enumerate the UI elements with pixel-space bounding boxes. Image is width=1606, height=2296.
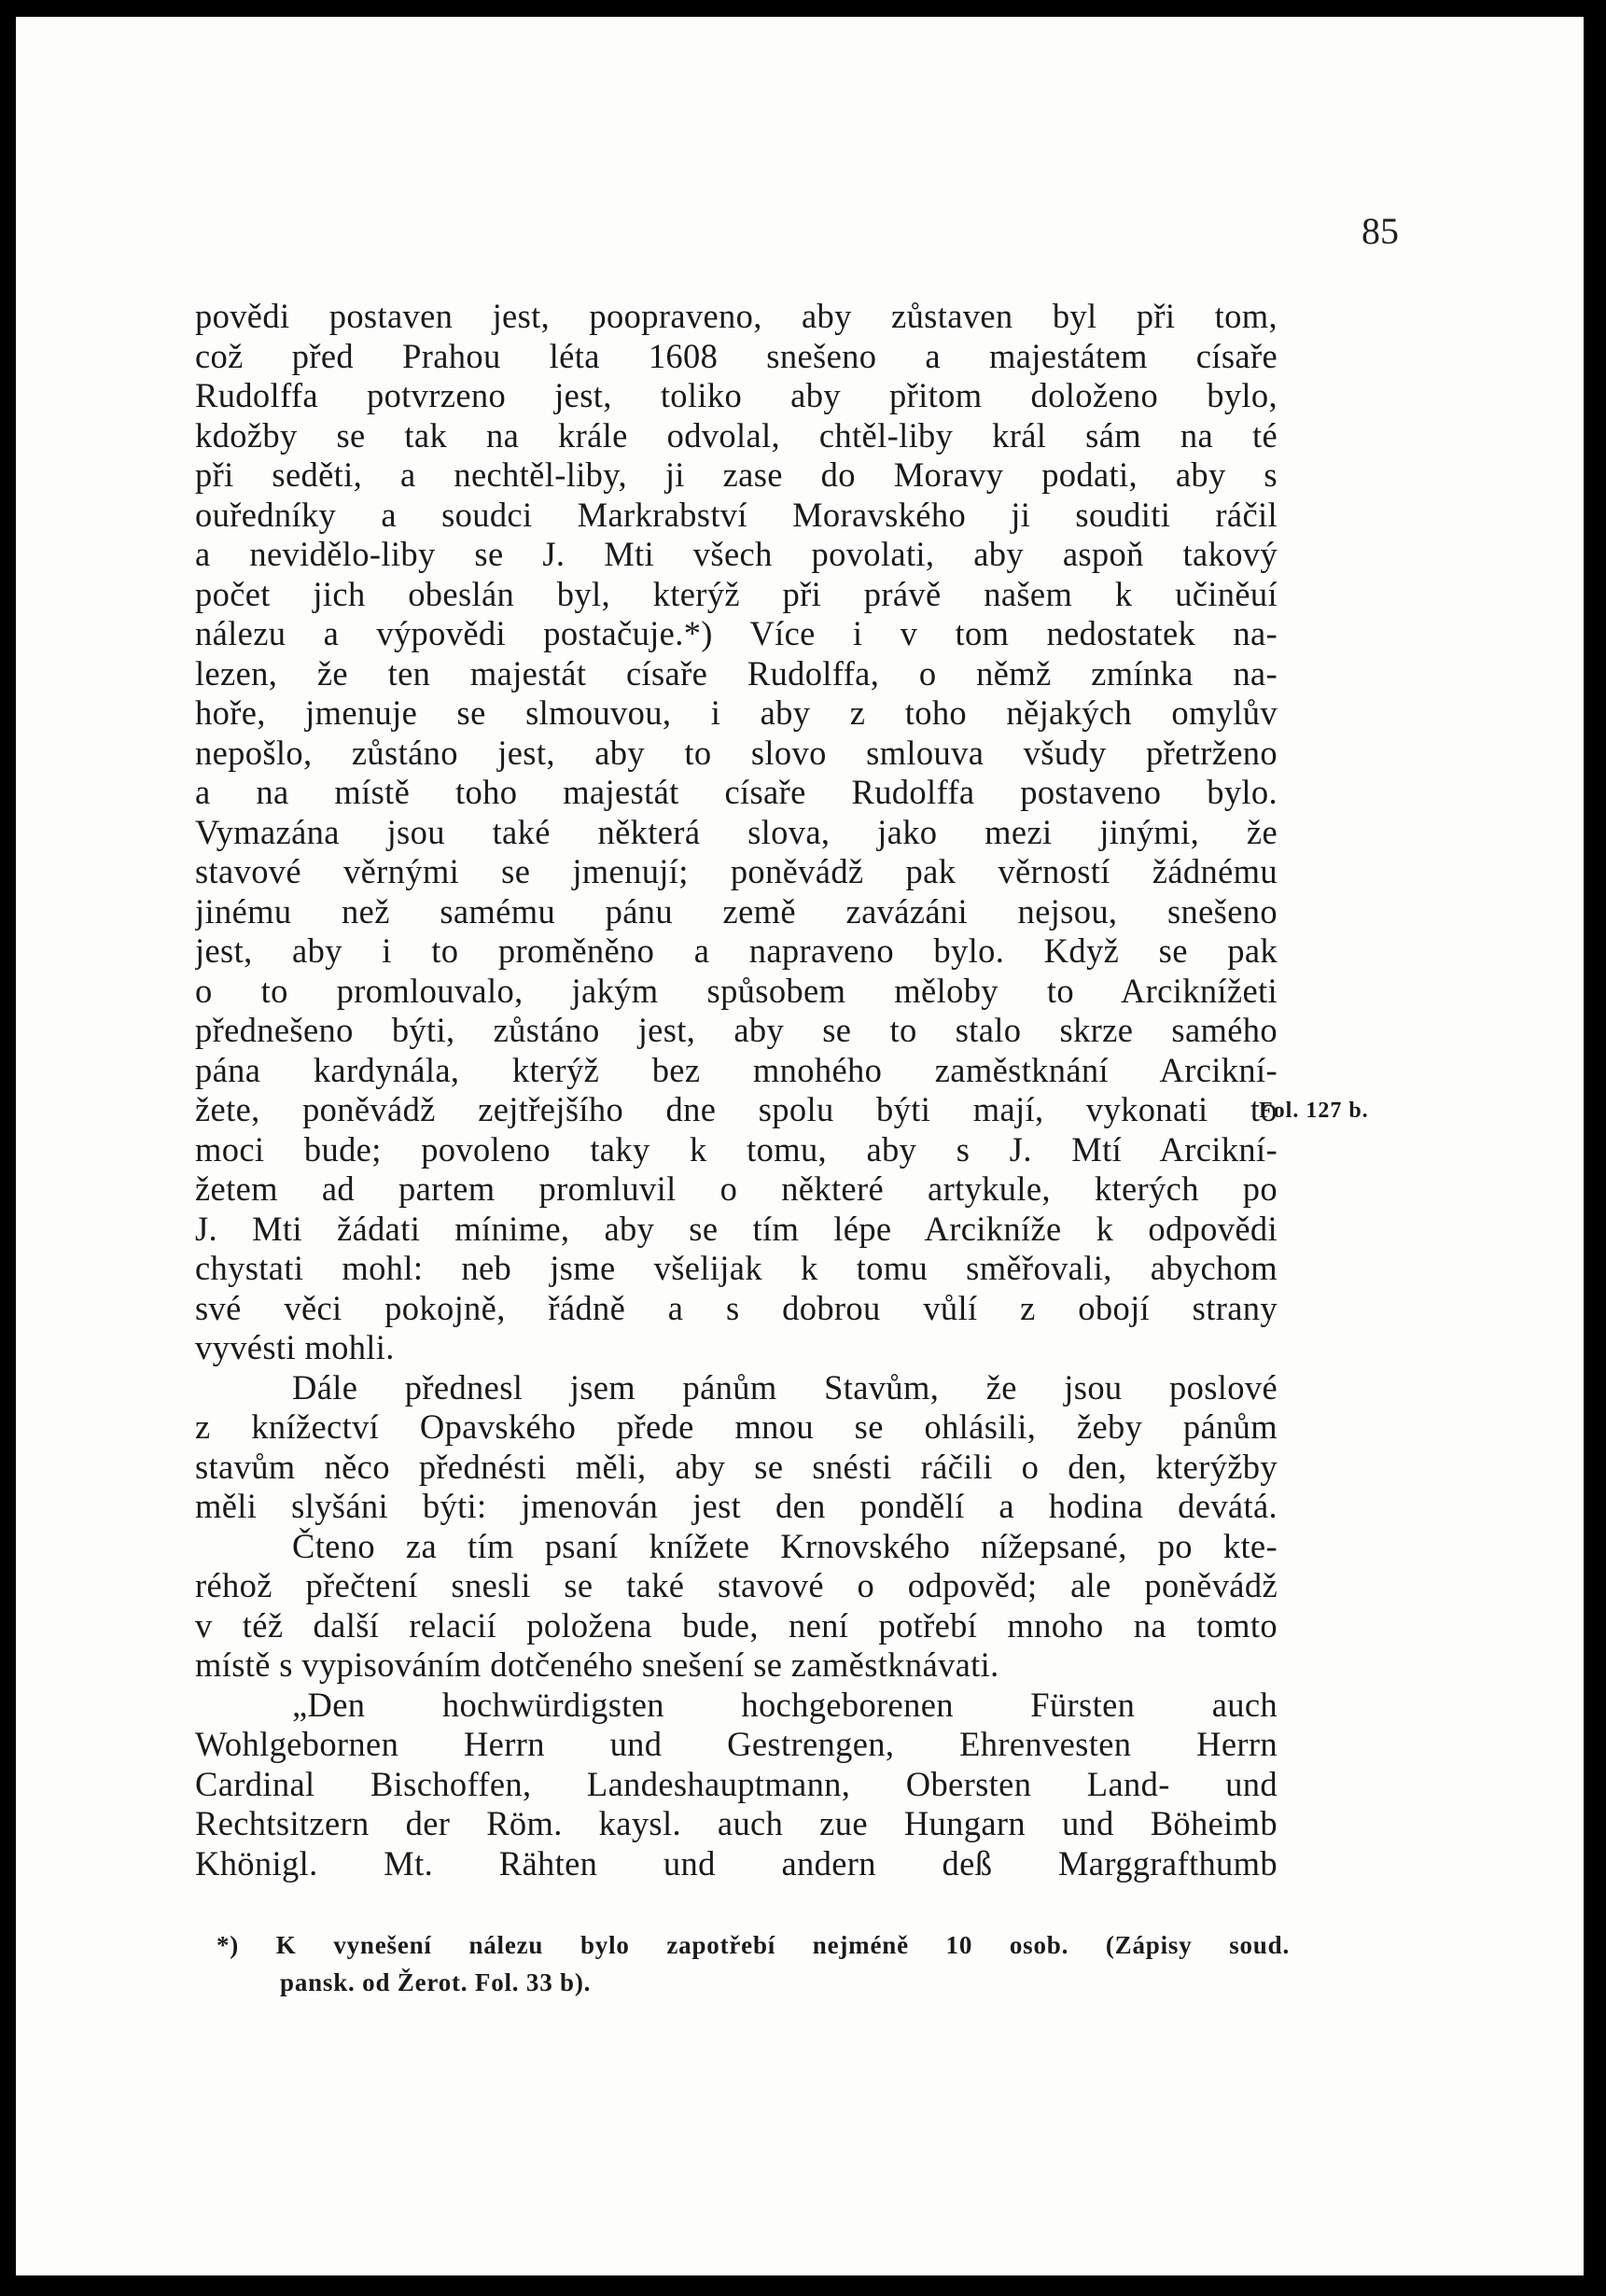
- text-line: žetem ad partem promluvil o některé artykule, kterých po: [195, 1169, 1278, 1208]
- text-line: jest, aby i to proměněno a napraveno bylo. Když se pak: [195, 931, 1278, 970]
- text-line: při seděti, a nechtěl-liby, ji zase do Moravy podati, aby s: [195, 455, 1278, 494]
- footnote-line: pansk. od Žerot. Fol. 33 b).: [280, 1968, 592, 1996]
- text-line: přednešeno býti, zůstáno jest, aby se to stalo skrze samého: [195, 1011, 1278, 1049]
- page-number: 85: [1362, 210, 1399, 252]
- text-line: „Den hochwürdigsten hochgeborenen Fürsten auch: [292, 1685, 1278, 1724]
- text-line: a na místě toho majestát císaře Rudolffa postaveno bylo.: [195, 773, 1278, 811]
- text-line: kdožby se tak na krále odvolal, chtěl-liby král sám na té: [195, 415, 1278, 455]
- main-text: [195, 297, 1278, 1883]
- book-page: [16, 17, 1584, 2275]
- text-line: místě s vypisováním dotčeného snešení se zaměstknávati.: [195, 1645, 999, 1684]
- text-line: nepošlo, zůstáno jest, aby to slovo smlouva všudy přetrženo: [195, 733, 1278, 772]
- text-line: a nevidělo-liby se J. Mti všech povolati, aby aspoň takový: [195, 535, 1278, 573]
- text-line: Dále přednesl jsem pánům Stavům, že jsou poslové: [292, 1367, 1278, 1407]
- text-line: chystati mohl: neb jsme všelijak k tomu směřovali, abychom: [195, 1249, 1278, 1287]
- text-line: což před Prahou léta 1608 snešeno a majestátem císaře: [195, 336, 1278, 375]
- text-line: moci bude; povoleno taky k tomu, aby s J. Mtí Arcikní-: [195, 1129, 1278, 1169]
- text-line: z knížectví Opavského přede mnou se ohlásili, žeby pánům: [195, 1407, 1278, 1446]
- text-line: jinému než samému pánu země zavázáni nejsou, snešeno: [195, 891, 1278, 931]
- text-line: povědi postaven jest, poopraveno, aby zůstaven byl při tom,: [195, 297, 1278, 335]
- text-line: réhož přečtení snesli se také stavové o odpověd; ale poněvádž: [195, 1566, 1278, 1604]
- text-line: lezen, že ten majestát císaře Rudolffa, o němž zmínka na-: [195, 653, 1278, 693]
- text-line: nálezu a výpovědi postačuje.*) Více i v tom nedostatek na-: [195, 614, 1278, 652]
- text-line: Čteno za tím psaní knížete Krnovského nížepsané, po kte-: [292, 1526, 1278, 1565]
- footnote: [216, 1926, 1290, 2001]
- text-line: počet jich obeslán byl, kterýž při právě našem k učiněuí: [195, 574, 1278, 613]
- text-line: hoře, jmenuje se slmouvou, i aby z toho nějakých omylův: [195, 693, 1278, 732]
- text-line: Rechtsitzern der Röm. kaysl. auch zue Hungarn und Böheimb: [195, 1804, 1278, 1842]
- text-line: ouředníky a soudci Markrabství Moravského ji souditi ráčil: [195, 495, 1278, 534]
- text-line: stavům něco přednésti měli, aby se snésti ráčili o den, kterýžby: [195, 1447, 1278, 1486]
- text-line: vyvésti mohli.: [195, 1328, 395, 1366]
- text-line: pána kardynála, kterýž bez mnohého zaměstknání Arcikní-: [195, 1050, 1278, 1089]
- text-line: J. Mti žádati mínime, aby se tím lépe Arcikníže k odpovědi: [195, 1209, 1278, 1248]
- text-line: Khönigl. Mt. Rähten und andern deß Marggrafthumb: [195, 1843, 1278, 1883]
- text-line: žete, poněvádž zejtřejšího dne spolu býti mají, vykonati to: [195, 1090, 1278, 1128]
- text-line: Wohlgebornen Herrn und Gestrengen, Ehrenvesten Herrn: [195, 1725, 1278, 1763]
- text-line: Vymazána jsou také některá slova, jako mezi jinými, že: [195, 812, 1278, 851]
- footnote-line: *) K vynešení nálezu bylo zapotřebí nejméně 10 osob. (Zápisy soud.: [216, 1931, 1290, 1959]
- text-line: měli slyšáni býti: jmenován jest den pondělí a hodina devátá.: [195, 1487, 1278, 1525]
- text-line: Cardinal Bischoffen, Landeshauptmann, Obersten Land- und: [195, 1764, 1278, 1803]
- margin-note: Fol. 127 b.: [1259, 1099, 1369, 1123]
- text-line: o to promlouvalo, jakým spůsobem měloby to Arciknížeti: [195, 971, 1278, 1010]
- text-line: Rudolffa potvrzeno jest, toliko aby přitom doloženo bylo,: [195, 376, 1278, 414]
- text-line: v též další relacií položena bude, není potřebí mnoho na tomto: [195, 1605, 1278, 1645]
- text-line: stavové věrnými se jmenují; poněvádž pak věrností žádnému: [195, 852, 1278, 890]
- text-line: své věci pokojně, řádně a s dobrou vůlí z obojí strany: [195, 1288, 1278, 1327]
